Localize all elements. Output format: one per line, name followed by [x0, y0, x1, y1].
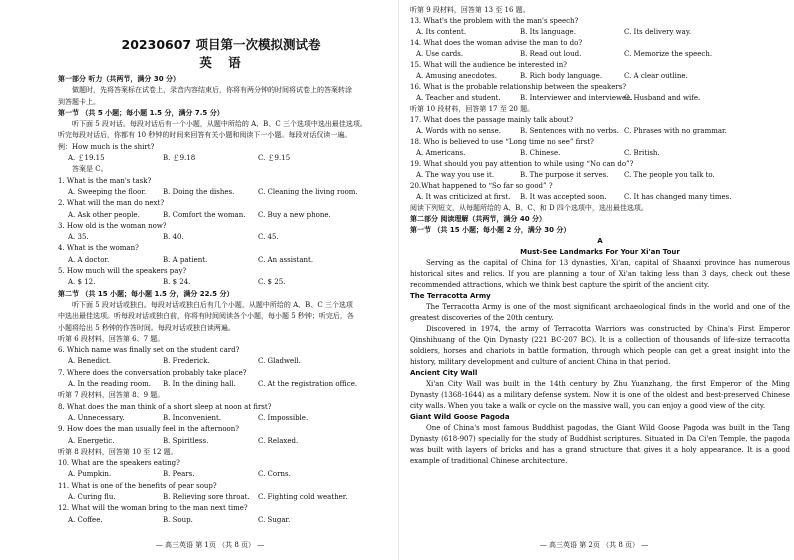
answer-option: A. Words with no sense. — [416, 127, 502, 135]
answer-option: C. Buy a new phone. — [258, 210, 331, 219]
answer-options — [410, 71, 794, 82]
question-text: 8. What does the man think of a short sleep at noon at first? — [58, 402, 272, 411]
question-text: 14. What does the woman advise the man to do? — [410, 39, 583, 47]
exam-title: 20230607 项目第一次模拟测试卷 — [121, 37, 321, 52]
answer-option: C. Fighting cold weather. — [258, 492, 348, 501]
answer-option: A. Ask other people. — [68, 210, 140, 219]
option: A. ￡19.15 — [68, 154, 105, 163]
answer-option: A. In the reading room. — [68, 380, 151, 389]
answer-option: B. Doing the dishes. — [163, 187, 235, 196]
answer-option: B. Sentences with no verbs. — [520, 127, 619, 135]
reading-instruction: 阅读下列短文，从每题所给的 A、B、C、和 D 四个选项中，选出最佳选项。 — [410, 204, 648, 212]
answer-option: C. Phrases with no grammar. — [624, 127, 727, 135]
intro-line: 到答题卡上。 — [58, 97, 100, 106]
answer-option: C. British. — [624, 149, 660, 157]
answer-options — [58, 379, 380, 390]
listening-material-note: 听第 10 段材料，回答第 17 至 20 题。 — [410, 105, 535, 113]
passage-paragraph: Discovered in 1974, the army of Terracotta Warriors was constructed by China's First Emperor Qinshihuang of the Qin Dynasty (221 BC-207 BC). It is a collection of thousands of life-size terracotta soldiers, horses and chariots in battle formation, through which people can get a great insight into the history, military development and culture of ancient China in that period. — [410, 325, 790, 366]
left-column — [0, 0, 380, 560]
question-text: 3. How old is the woman now? — [58, 221, 167, 230]
answer-options — [58, 469, 380, 480]
question-text: 5. How much will the speakers pay? — [58, 267, 187, 276]
answer-options — [58, 515, 380, 526]
example-options — [58, 153, 380, 164]
part2-heading: 第二部分 阅读理解（共两节，满分 40 分） — [410, 215, 547, 223]
answer-option: A. Pumpkin. — [68, 470, 112, 479]
option: C. ￡9.15 — [258, 154, 291, 163]
listening-material-note: 听第 9 段材料，回答第 13 至 16 题。 — [410, 6, 530, 14]
passage-paragraph: The Terracotta Army is one of the most significant archaeological finds in the world and one of the greatest discoveries of the 20th century. — [410, 303, 790, 322]
question-text: 6. Which name was finally set on the student card? — [58, 346, 240, 355]
question-group — [58, 402, 380, 447]
answer-options — [58, 277, 380, 288]
answer-option: C. 45. — [258, 233, 279, 242]
answer-option: B. The purpose it serves. — [520, 171, 609, 179]
question-text: 15. What will the audience be interested in? — [410, 61, 568, 69]
answer-option: B. Interviewer and interviewee. — [520, 94, 633, 102]
instruction-line: 听下面 5 段对话或独白。每段对话或独白后有几个小题，从题中所给的 A、B、C 三个选项 — [72, 300, 353, 309]
answer-options — [410, 49, 794, 60]
passage-paragraph: Serving as the capital of China for 13 dynasties, Xi'an, capital of Shaanxi province has numerous historical sites and relics. If you are planning a tour of Xi'an taking less than 3 days, check out these recommended attractions, which we think best capture the spirit of the ancient city. — [410, 259, 790, 289]
question-text: 4. What is the woman? — [58, 244, 139, 253]
answer-option: B. Comfort the woman. — [163, 210, 246, 219]
answer-option: B. Pears. — [163, 470, 195, 479]
answer-option: A. $ 12. — [68, 278, 96, 287]
answer-option: B. Inconvenient. — [163, 413, 222, 422]
right-column — [404, 0, 794, 560]
answer-option: A. Americans. — [416, 149, 466, 157]
passage-letter: A — [597, 237, 603, 245]
section1-heading: 第一节 （共 5 小题；每小题 1.5 分，满分 7.5 分） — [58, 108, 224, 117]
answer-option: C. Relaxed. — [258, 436, 299, 445]
answer-option: A. A doctor. — [68, 255, 110, 264]
answer-option: B. In the dining hall. — [163, 380, 236, 389]
answer-options — [58, 210, 380, 221]
answer-option: B. Its language. — [520, 28, 576, 36]
answer-option: C. Its delivery way. — [624, 28, 692, 36]
answer-option: B. Rich body language. — [520, 72, 603, 80]
column-divider — [398, 0, 399, 560]
question-group — [58, 458, 380, 526]
question-text: 11. What is one of the benefits of pear soup? — [58, 481, 217, 490]
passage-heading: The Terracotta Army — [410, 292, 491, 300]
answer-option: B. Spiritless. — [163, 436, 209, 445]
answer-options — [410, 126, 794, 137]
instruction-line: 小题将给出 5 秒钟的作答时间。每段对话或独白读两遍。 — [58, 323, 235, 332]
question-group — [410, 115, 794, 203]
answer-options — [410, 170, 794, 181]
answer-option: B. $ 24. — [163, 278, 191, 287]
answer-option: B. It was accepted soon. — [520, 193, 607, 201]
answer-option: C. Impossible. — [258, 413, 309, 422]
answer-option: C. Gladwell. — [258, 357, 301, 366]
answer-option: C. Sugar. — [258, 515, 291, 524]
answer-option: B. A patient. — [163, 255, 208, 264]
answer-options — [410, 148, 794, 159]
question-text: 2. What will the man do next? — [58, 199, 165, 208]
answer-option: A. Sweeping the floor. — [68, 187, 147, 196]
answer-option: B. 40. — [163, 233, 184, 242]
answer-options — [58, 255, 380, 266]
passage-title: Must-See Landmarks For Your Xi'an Tour — [520, 248, 680, 256]
answer-option: C. A clear outline. — [624, 72, 688, 80]
question-text: 16. What is the probable relationship between the speakers? — [410, 83, 627, 91]
answer-option: B. Soup. — [163, 515, 193, 524]
question-text: 20.What happened to “So far so good” ? — [410, 182, 553, 190]
page-footer: — 高三英语 第 1页 （共 8 页） — — [155, 541, 265, 549]
answer-options — [58, 492, 380, 503]
answer-option: C. An assistant. — [258, 255, 314, 264]
section2-heading: 第二节 （共 15 小题；每小题 1.5 分，满分 22.5 分） — [58, 289, 234, 298]
answer-options — [58, 187, 380, 198]
answer-option: A. Coffee. — [68, 515, 103, 524]
question-text: 7. Where does the conversation probably take place? — [58, 368, 247, 377]
instruction-line: 中选出最佳选项。听每段对话或独白前，你将有时间阅读各个小题，每小题 5 秒钟；听完后，各 — [58, 312, 354, 321]
listening-material-note: 听第 7 段材料，回答第 8、9 题。 — [58, 391, 165, 400]
example-question: 例：How much is the shirt? — [58, 142, 155, 151]
instruction-line: 听完每段对话后，你都有 10 秒钟的时间来回答有关小题和阅读下一小题。每段对话仅读一遍。 — [58, 131, 352, 140]
listening-material-note: 听第 6 段材料，回答第 6、7 题。 — [58, 334, 165, 343]
example-answer: 答案是 C。 — [72, 165, 108, 174]
answer-option: C. Memorize the speech. — [624, 50, 713, 58]
answer-option: A. Its content. — [416, 28, 467, 36]
answer-option: C. At the registration office. — [258, 380, 358, 389]
answer-option: A. 35. — [68, 233, 89, 242]
answer-option: B. Read out loud. — [520, 50, 582, 58]
question-text: 18. Who is believed to use “Long time no see” first? — [410, 138, 594, 146]
answer-option: A. Curing flu. — [68, 492, 116, 501]
answer-option: C. Corns. — [258, 470, 291, 479]
answer-option: A. Energetic. — [68, 436, 115, 445]
answer-option: A. Amusing anecdotes. — [416, 72, 497, 80]
answer-option: B. Chinese. — [520, 149, 561, 157]
question-text: 13. What's the problem with the man's speech? — [410, 17, 579, 25]
answer-option: B. Relieving sore throat. — [163, 492, 250, 501]
answer-options — [58, 232, 380, 243]
question-text: 12. What will the woman bring to the man next time? — [58, 504, 248, 513]
question-group — [58, 176, 380, 289]
answer-option: C. The people you talk to. — [624, 171, 715, 179]
instruction-line: 听下面 5 段对话。每段对话后有一个小题，从题中所给的 A、B、C 三个选项中选出最佳选项。 — [72, 120, 367, 129]
question-text: 1. What is the man's task? — [58, 176, 152, 185]
option: B. ￡9.18 — [163, 154, 196, 163]
question-text: 9. How does the man usually feel in the afternoon? — [58, 425, 240, 434]
reading-section1-heading: 第一节 （共 15 小题；每小题 2 分，满分 30 分） — [410, 226, 571, 234]
answer-options — [58, 413, 380, 424]
answer-option: A. Unnecessary. — [68, 413, 125, 422]
subject-title: 英 语 — [199, 55, 247, 70]
intro-line: 做题时，先将答案标在试卷上，录音内容结束后，你将有两分钟的时间将试卷上的答案转涂 — [72, 86, 352, 95]
question-group — [58, 345, 380, 390]
answer-option: A. Use cards. — [416, 50, 464, 58]
question-text: 17. What does the passage mainly talk about? — [410, 116, 574, 124]
answer-option: C. $ 25. — [258, 278, 286, 287]
answer-option: C. Cleaning the living room. — [258, 187, 358, 196]
question-text: 10. What are the speakers eating? — [58, 459, 180, 468]
answer-option: A. Teacher and student. — [416, 94, 501, 102]
answer-options — [58, 356, 380, 367]
listening-material-note: 听第 8 段材料，回答第 10 至 12 题。 — [58, 447, 178, 456]
answer-option: C. It has changed many times. — [624, 193, 732, 201]
answer-option: C. Husband and wife. — [624, 94, 701, 102]
question-text: 19. What should you pay attention to while using “No can do”? — [410, 160, 634, 168]
answer-options — [410, 192, 794, 203]
question-group — [410, 16, 794, 104]
passage-paragraph: One of China's most famous Buddhist pagodas, the Giant Wild Goose Pagoda was built in the Tang Dynasty (618-907) specially for the study of Buddhist scriptures. Situated in Da Ci'en Temple, the pagoda was built with layers of bricks and has a grand structure that gives it a holy appearance. It is a good example of traditional Chinese architecture. — [410, 424, 790, 465]
passage-heading: Ancient City Wall — [410, 369, 478, 377]
answer-option: B. Frederick. — [163, 357, 210, 366]
answer-options — [410, 93, 794, 104]
passage-paragraph: Xi'an City Wall was built in the 14th century by Zhu Yuanzhang, the first Emperor of the Ming Dynasty (1368-1644) as a military defense system. Now it is one of the oldest and best-preserved Chinese city walls. When you take a walk or cycle on the massive wall, you can enjoy a good view of the city. — [410, 380, 790, 410]
answer-options — [410, 27, 794, 38]
answer-option: A. It was criticized at first. — [416, 193, 511, 201]
part1-heading: 第一部分 听力（共两节，满分 30 分） — [58, 75, 181, 83]
passage-heading: Giant Wild Goose Pagoda — [410, 413, 510, 421]
page-footer: — 高三英语 第 2页 （共 8 页） — — [539, 541, 649, 549]
answer-options — [58, 436, 380, 447]
answer-option: A. Benedict. — [68, 357, 112, 366]
answer-option: A. The way you use it. — [416, 171, 495, 179]
